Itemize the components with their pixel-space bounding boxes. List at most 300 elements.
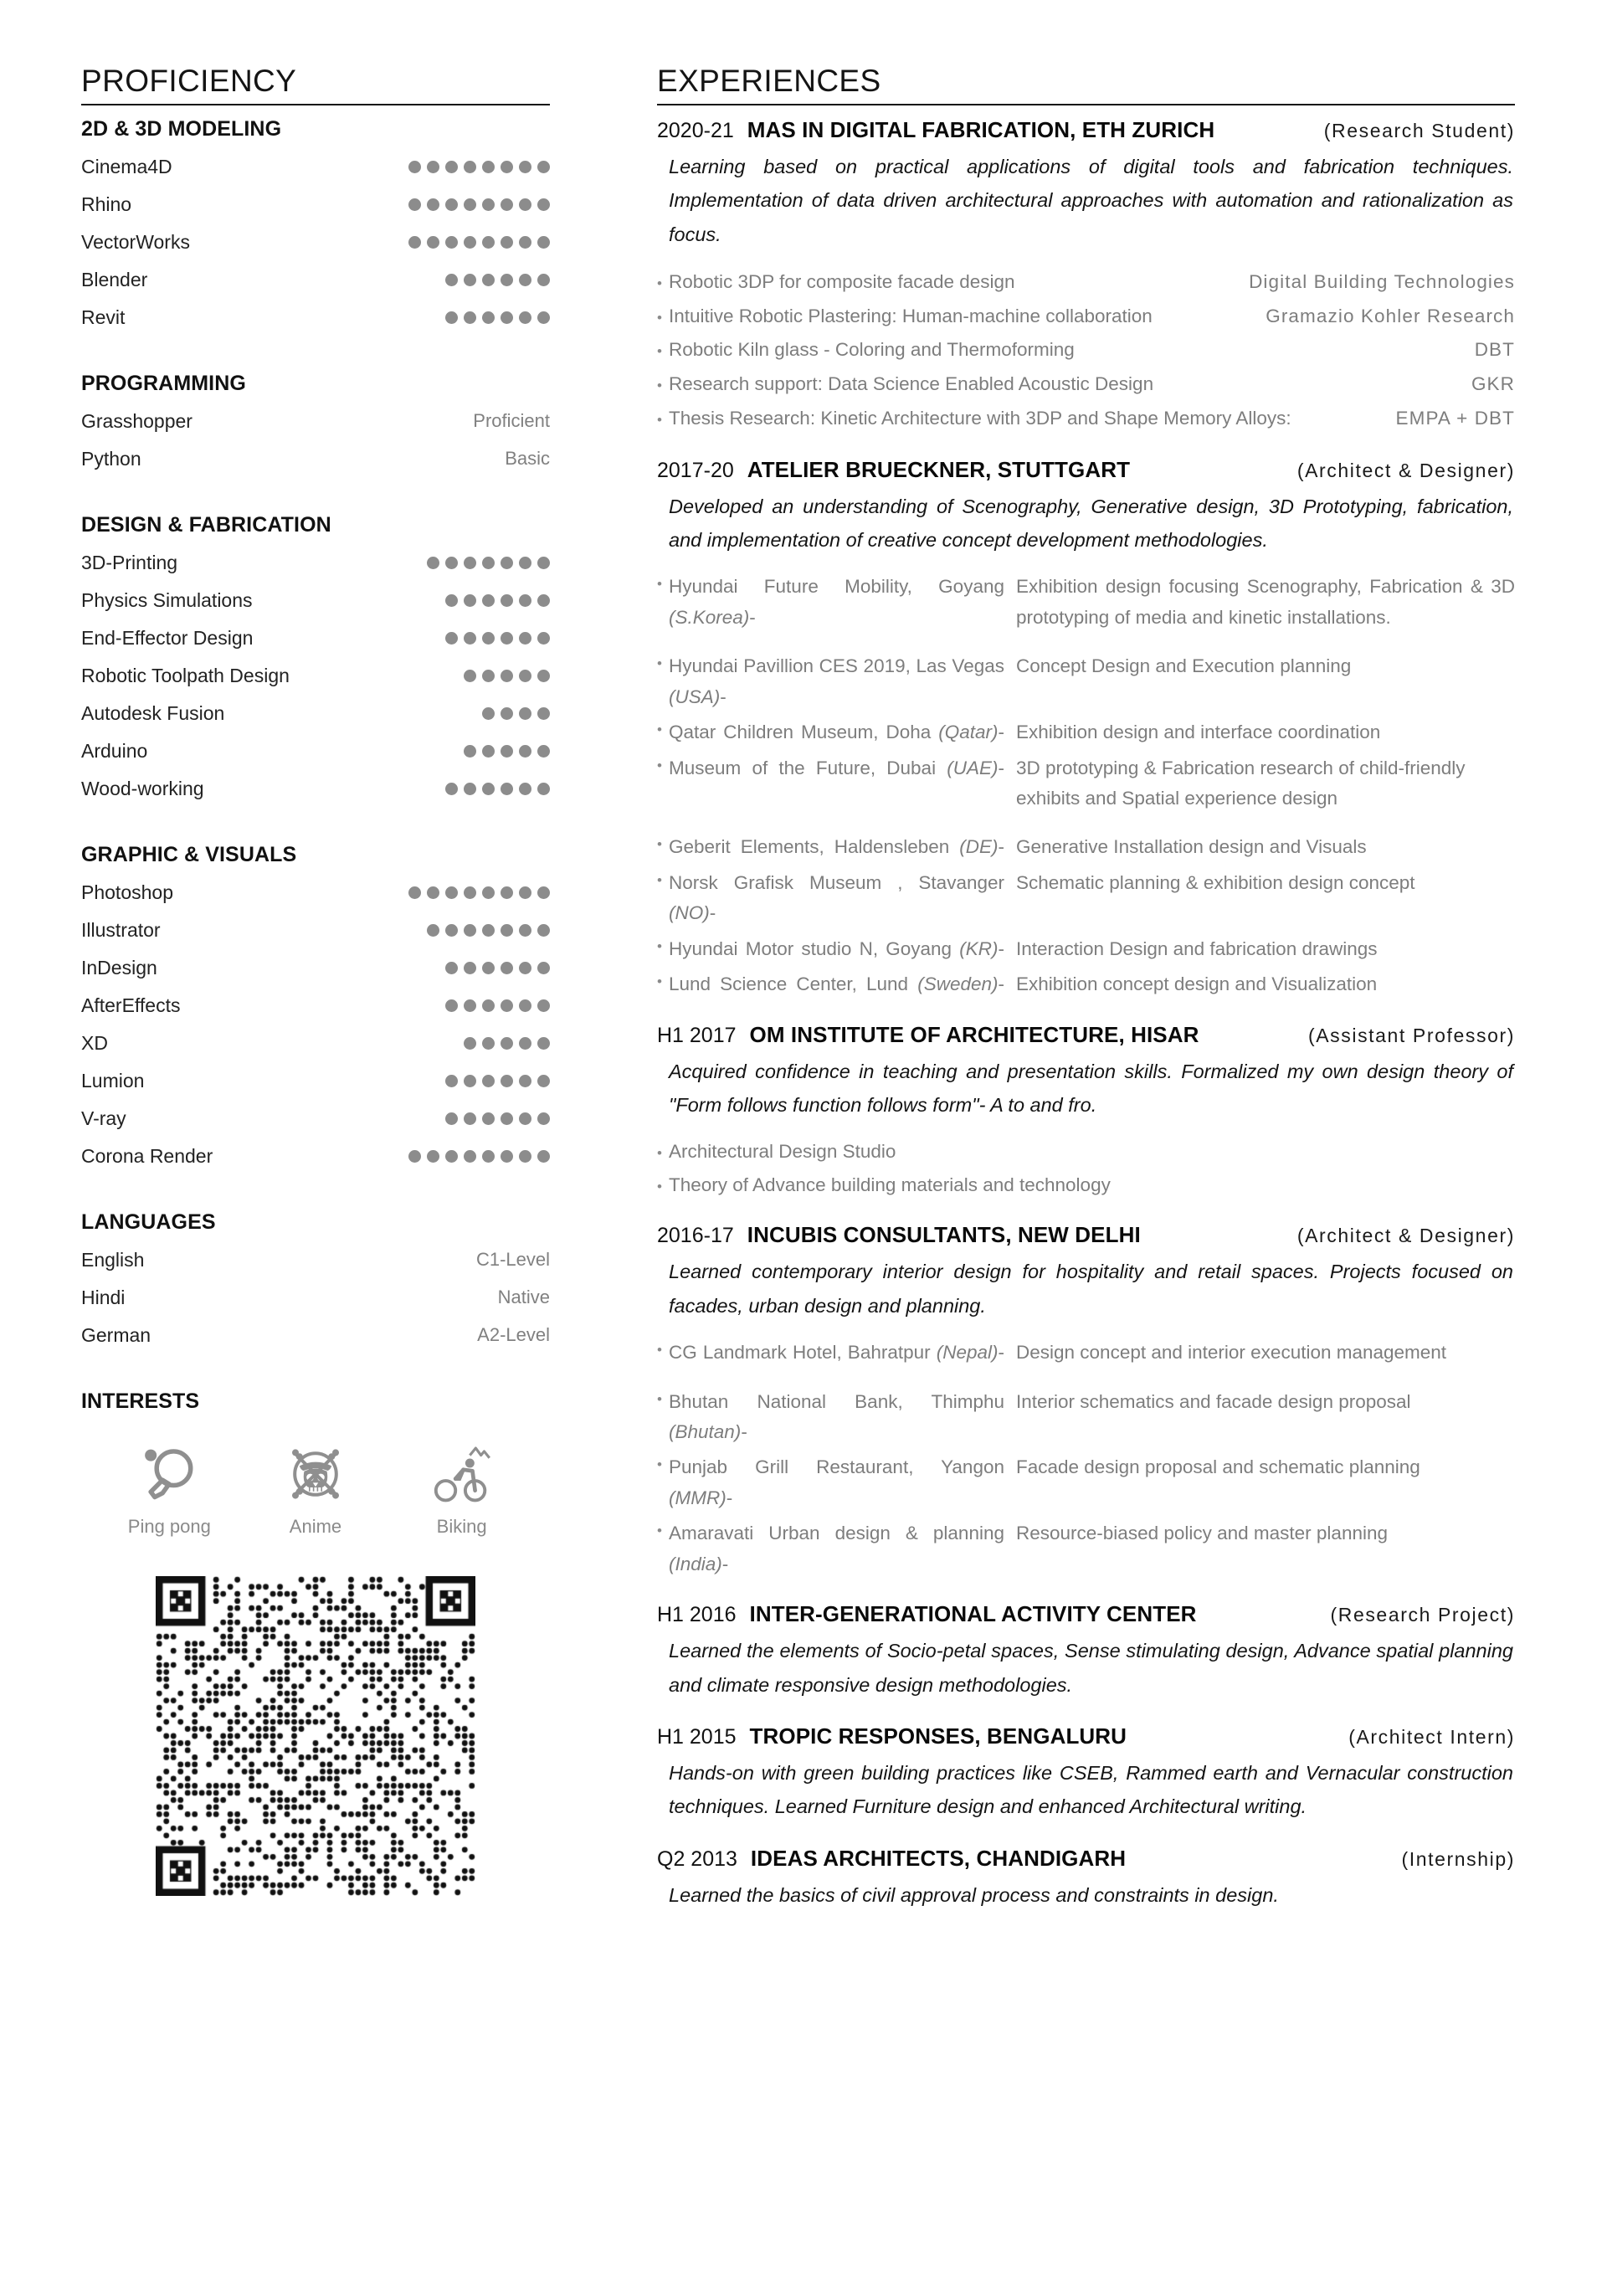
- rating-dot: [464, 198, 476, 211]
- skill-name: AfterEffects: [81, 994, 181, 1016]
- skill-row: [81, 1317, 550, 1354]
- rating-dot: [482, 198, 495, 211]
- experience-organization: IDEAS ARCHITECTS, CHANDIGARH: [750, 1845, 1127, 1871]
- rating-dot: [519, 236, 531, 249]
- experience-entry: [657, 1601, 1515, 1702]
- rating-dot: [482, 1075, 495, 1087]
- rating-dot: [519, 999, 531, 1012]
- rating-dot: [501, 1150, 513, 1163]
- experience-bullet: [657, 403, 1515, 435]
- rating-dot: [464, 886, 476, 899]
- rating-dot: [537, 236, 550, 249]
- skill-row: [81, 1025, 550, 1062]
- skill-name: InDesign: [81, 956, 157, 978]
- project-dash: -: [721, 1553, 729, 1574]
- project-contribution: Exhibition design focusing Scenography, Fabrication & 3D prototyping of media and kinetic installations.: [1016, 576, 1515, 628]
- skill-row: [81, 1062, 550, 1100]
- experience-organization: OM INSTITUTE OF ARCHITECTURE, HISAR: [749, 1021, 1199, 1047]
- rating-dot: [464, 670, 476, 682]
- rating-dot: [519, 1037, 531, 1050]
- rating-dot: [519, 1112, 531, 1125]
- bullet-marker: •: [657, 343, 662, 360]
- experience-description: Acquired confidence in teaching and presentation skills. Formalized my own design theory of "Form follows function follows form"- A to and fro.: [669, 1060, 1513, 1116]
- project-contribution: 3D prototyping & Fabrication research of child-friendly exhibits and Spatial experience design: [1016, 757, 1466, 809]
- rating-dot: [537, 999, 550, 1012]
- bullet-marker: •: [657, 275, 662, 292]
- skill-row: [81, 440, 550, 478]
- rating-dot: [537, 1037, 550, 1050]
- skill-level: A2-Level: [477, 1324, 550, 1346]
- skill-name: Autodesk Fusion: [81, 701, 225, 724]
- experience-description: Developed an understanding of Scenography, Generative design, 3D Prototyping, fabrication, and implementation of creative concept development methodologies.: [669, 495, 1513, 551]
- skill-group-heading: GRAPHIC & VISUALS: [81, 842, 297, 866]
- experience-bullet: [657, 300, 1515, 333]
- interest-item: [253, 1442, 378, 1538]
- skill-name: End-Effector Design: [81, 626, 254, 649]
- rating-dot: [482, 1150, 495, 1163]
- skill-rating-dots: [445, 1112, 550, 1125]
- rating-dot: [501, 783, 513, 795]
- qr-code[interactable]: [156, 1576, 475, 1896]
- skill-name: XD: [81, 1031, 108, 1054]
- skill-rating-dots: [445, 632, 550, 645]
- rating-dot: [537, 632, 550, 645]
- skill-rating-dots: [445, 311, 550, 324]
- project-name: [669, 651, 1016, 712]
- project-dash: -: [998, 722, 1004, 743]
- project-name: [669, 572, 1016, 633]
- rating-dot: [501, 1037, 513, 1050]
- project-location: (Nepal): [936, 1342, 999, 1364]
- project-location: (India): [669, 1553, 722, 1574]
- experience-header: [657, 1723, 1515, 1749]
- skill-rating-dots: [408, 1150, 550, 1163]
- rating-dot: [464, 1112, 476, 1125]
- rating-dot: [501, 670, 513, 682]
- skill-name: German: [81, 1323, 151, 1346]
- skill-name: Grasshopper: [81, 409, 193, 432]
- rating-dot: [445, 557, 458, 569]
- project-location: (DE): [959, 836, 999, 858]
- project-dash: -: [726, 1487, 733, 1508]
- project-dash: -: [709, 902, 716, 924]
- spacer: [657, 1374, 1515, 1387]
- rating-dot: [464, 274, 476, 286]
- rating-dot: [519, 962, 531, 974]
- rating-dot: [537, 557, 550, 569]
- rating-dot: [464, 161, 476, 173]
- rating-dot: [519, 557, 531, 569]
- rating-dot: [464, 632, 476, 645]
- experience-bullet: [657, 368, 1515, 401]
- interests-row: [81, 1442, 550, 1538]
- skill-name: Revit: [81, 306, 126, 328]
- experience-header: [657, 1601, 1515, 1627]
- project-name: [669, 1387, 1016, 1448]
- rating-dot: [501, 745, 513, 758]
- rating-dot: [537, 962, 550, 974]
- rating-dot: [537, 783, 550, 795]
- cyclist-icon: [429, 1442, 495, 1508]
- rating-dot: [427, 557, 439, 569]
- rating-dot: [537, 1112, 550, 1125]
- rating-dot: [464, 962, 476, 974]
- bullet-affiliation: DBT: [1474, 339, 1515, 361]
- experience-description: Learned the elements of Socio-petal spaces, Sense stimulating design, Advance spatial planning and climate responsive design methodologies.: [669, 1640, 1513, 1696]
- skill-rating-dots: [482, 707, 550, 720]
- skill-name: Robotic Toolpath Design: [81, 664, 290, 686]
- rating-dot: [464, 1037, 476, 1050]
- project-contribution: Design concept and interior execution management: [1016, 1342, 1447, 1364]
- skill-level: Native: [497, 1287, 550, 1308]
- rating-dot: [464, 594, 476, 607]
- rating-dot: [408, 198, 421, 211]
- bullet-text: Architectural Design Studio: [669, 1141, 896, 1163]
- rating-dot: [537, 745, 550, 758]
- skill-rating-dots: [408, 886, 550, 899]
- project-title: Lund Science Center, Lund: [669, 973, 909, 995]
- skill-name: Physics Simulations: [81, 588, 253, 611]
- project-location: (UAE): [947, 757, 999, 778]
- rating-dot: [501, 1112, 513, 1125]
- skill-rating-dots: [445, 999, 550, 1012]
- project-contribution: Concept Design and Execution planning: [1016, 655, 1352, 677]
- rating-dot: [501, 886, 513, 899]
- bullet-affiliation: GKR: [1471, 373, 1515, 395]
- rating-dot: [482, 886, 495, 899]
- rating-dot: [482, 924, 495, 937]
- rating-dot: [519, 783, 531, 795]
- skill-row: [81, 223, 550, 261]
- project-title: Hyundai Future Mobility, Goyang: [669, 576, 1004, 598]
- experience-bullet: [657, 334, 1515, 367]
- experience-entry: [657, 1846, 1515, 1912]
- experience-role: (Assistant Professor): [1307, 1024, 1515, 1046]
- rating-dot: [427, 236, 439, 249]
- rating-dot: [501, 161, 513, 173]
- rating-dot: [445, 1112, 458, 1125]
- experience-year: Q2 2013: [657, 1847, 737, 1871]
- experience-header: [657, 1022, 1515, 1048]
- rating-dot: [501, 1075, 513, 1087]
- rating-dot: [464, 783, 476, 795]
- experience-year: H1 2016: [657, 1603, 737, 1627]
- rating-dot: [408, 1150, 421, 1163]
- rating-dot: [519, 198, 531, 211]
- project-title: Geberit Elements, Haldensleben: [669, 836, 950, 858]
- proficiency-heading: PROFICIENCY: [81, 65, 550, 105]
- experience-header: [657, 1846, 1515, 1872]
- rating-dot: [464, 236, 476, 249]
- rating-dot: [445, 198, 458, 211]
- project-title: Norsk Grafisk Museum , Stavanger: [669, 871, 1004, 893]
- rating-dot: [464, 1075, 476, 1087]
- bullet-text: Robotic 3DP for composite facade design: [669, 271, 1015, 293]
- experience-role: (Research Student): [1323, 119, 1515, 141]
- project-row: [657, 753, 1515, 814]
- project-title: CG Landmark Hotel, Bahratpur: [669, 1342, 931, 1364]
- project-list: [657, 572, 1515, 999]
- project-title: Bhutan National Bank, Thimphu: [669, 1390, 1004, 1412]
- skill-level: Basic: [505, 448, 550, 470]
- rating-dot: [427, 886, 439, 899]
- rating-dot: [501, 962, 513, 974]
- project-contribution: Schematic planning & exhibition design concept: [1016, 871, 1415, 893]
- project-title: Museum of the Future, Dubai: [669, 757, 937, 778]
- skill-group: [81, 1210, 550, 1354]
- rating-dot: [427, 161, 439, 173]
- experience-description: Learned contemporary interior design for hospitality and retail spaces. Projects focused on facades, urban design and planning.: [669, 1261, 1513, 1317]
- project-dash: -: [998, 973, 1004, 995]
- bullet-text: Robotic Kiln glass - Coloring and Thermoforming: [669, 339, 1075, 361]
- project-dash: -: [720, 686, 726, 707]
- skill-group: [81, 117, 550, 336]
- rating-dot: [464, 311, 476, 324]
- skill-row: [81, 403, 550, 440]
- skill-rating-dots: [445, 274, 550, 286]
- project-title: Punjab Grill Restaurant, Yangon: [669, 1456, 1004, 1478]
- project-list: [657, 1338, 1515, 1579]
- rating-dot: [408, 886, 421, 899]
- skill-row: [81, 186, 550, 223]
- project-name: [669, 969, 1016, 999]
- bullet-marker: •: [657, 871, 662, 888]
- rating-dot: [519, 274, 531, 286]
- skill-group-heading: DESIGN & FABRICATION: [81, 512, 331, 537]
- rating-dot: [537, 1075, 550, 1087]
- project-row: [657, 969, 1515, 999]
- skill-rating-dots: [408, 236, 550, 249]
- experience-entry: [657, 1723, 1515, 1824]
- skill-row: [81, 1138, 550, 1175]
- experience-header: [657, 117, 1515, 143]
- rating-dot: [445, 632, 458, 645]
- spacer: [657, 638, 1515, 651]
- project-contribution: Exhibition design and interface coordination: [1016, 722, 1381, 743]
- experiences-heading: EXPERIENCES: [657, 65, 1515, 105]
- rating-dot: [482, 1037, 495, 1050]
- experience-entry: [657, 1022, 1515, 1201]
- rating-dot: [501, 236, 513, 249]
- rating-dot: [408, 236, 421, 249]
- rating-dot: [445, 274, 458, 286]
- rating-dot: [427, 198, 439, 211]
- skill-name: Illustrator: [81, 918, 161, 941]
- rating-dot: [482, 274, 495, 286]
- bullet-text: Research support: Data Science Enabled Acoustic Design: [669, 373, 1154, 395]
- skill-rating-dots: [464, 745, 550, 758]
- skill-name: Arduino: [81, 739, 148, 762]
- skill-rating-dots: [427, 557, 550, 569]
- interest-label: Ping pong: [127, 1515, 211, 1537]
- project-row: [657, 832, 1515, 862]
- rating-dot: [482, 594, 495, 607]
- project-dash: -: [998, 757, 1004, 778]
- rating-dot: [519, 670, 531, 682]
- rating-dot: [445, 924, 458, 937]
- experience-bullet: [657, 266, 1515, 299]
- experience-organization: TROPIC RESPONSES, BENGALURU: [749, 1723, 1127, 1749]
- project-name: [669, 1518, 1016, 1579]
- rating-dot: [501, 999, 513, 1012]
- rating-dot: [482, 962, 495, 974]
- bullet-text: Theory of Advance building materials and technology: [669, 1174, 1111, 1195]
- skill-group-heading: 2D & 3D MODELING: [81, 116, 282, 141]
- experience-organization: INCUBIS CONSULTANTS, NEW DELHI: [747, 1222, 1141, 1248]
- bullet-marker: •: [657, 309, 662, 326]
- skill-rating-dots: [427, 924, 550, 937]
- bullet-marker: •: [657, 1523, 662, 1539]
- skill-name: Photoshop: [81, 881, 173, 903]
- skill-name: Lumion: [81, 1069, 145, 1091]
- rating-dot: [445, 236, 458, 249]
- bullet-affiliation: Digital Building Technologies: [1249, 271, 1515, 293]
- project-contribution: Interaction Design and fabrication drawings: [1016, 937, 1378, 959]
- experience-role: (Architect & Designer): [1296, 459, 1515, 481]
- project-contribution: Exhibition concept design and Visualization: [1016, 973, 1378, 995]
- skill-group-heading: PROGRAMMING: [81, 371, 246, 395]
- project-row: [657, 1338, 1515, 1368]
- skill-row: [81, 695, 550, 732]
- project-dash: -: [741, 1420, 747, 1442]
- rating-dot: [537, 886, 550, 899]
- project-location: (S.Korea): [669, 606, 750, 628]
- rating-dot: [501, 274, 513, 286]
- skill-row: [81, 874, 550, 912]
- experience-entry: [657, 457, 1515, 1000]
- skill-name: Cinema4D: [81, 155, 172, 177]
- experience-role: (Architect Intern): [1348, 1725, 1515, 1748]
- bullet-affiliation: EMPA + DBT: [1395, 407, 1515, 429]
- rating-dot: [482, 783, 495, 795]
- project-row: [657, 934, 1515, 964]
- skill-rating-dots: [464, 670, 550, 682]
- experience-organization: MAS IN DIGITAL FABRICATION, ETH ZURICH: [747, 116, 1215, 142]
- skill-name: VectorWorks: [81, 230, 190, 253]
- skill-row: [81, 619, 550, 657]
- project-name: [669, 753, 1016, 783]
- skill-row: [81, 732, 550, 770]
- experience-role: (Research Project): [1330, 1604, 1515, 1626]
- bullet-text: Intuitive Robotic Plastering: Human-machine collaboration: [669, 305, 1153, 326]
- project-location: (MMR): [669, 1487, 726, 1508]
- bullet-marker: •: [657, 1178, 662, 1194]
- project-location: (USA): [669, 686, 721, 707]
- bullet-affiliation: Gramazio Kohler Research: [1266, 305, 1515, 326]
- experience-year: 2020-21: [657, 118, 734, 142]
- rating-dot: [501, 924, 513, 937]
- skill-rating-dots: [445, 1075, 550, 1087]
- rating-dot: [482, 707, 495, 720]
- rating-dot: [445, 311, 458, 324]
- project-row: [657, 717, 1515, 747]
- skill-rating-dots: [408, 161, 550, 173]
- skill-name: Corona Render: [81, 1144, 213, 1167]
- rating-dot: [501, 594, 513, 607]
- project-contribution: Facade design proposal and schematic planning: [1016, 1456, 1420, 1478]
- project-title: Hyundai Pavillion CES 2019, Las Vegas: [669, 655, 1004, 677]
- bullet-marker: •: [657, 722, 662, 738]
- rating-dot: [519, 632, 531, 645]
- skill-groups: [81, 117, 550, 1354]
- rating-dot: [482, 1112, 495, 1125]
- skill-row: [81, 1100, 550, 1138]
- interest-item: [399, 1442, 525, 1538]
- rating-dot: [445, 962, 458, 974]
- experience-year: H1 2015: [657, 1724, 737, 1749]
- skill-rating-dots: [445, 962, 550, 974]
- project-dash: -: [998, 836, 1004, 858]
- skill-row: [81, 1279, 550, 1317]
- project-name: [669, 1338, 1016, 1368]
- rating-dot: [519, 707, 531, 720]
- skill-level: Proficient: [473, 410, 550, 432]
- skill-name: English: [81, 1248, 145, 1271]
- rating-dot: [519, 924, 531, 937]
- project-title: Amaravati Urban design & planning: [669, 1523, 1004, 1544]
- rating-dot: [445, 999, 458, 1012]
- skill-row: [81, 261, 550, 299]
- project-location: (NO): [669, 902, 710, 924]
- experience-role: (Internship): [1401, 1847, 1515, 1870]
- skill-rating-dots: [445, 594, 550, 607]
- project-name: [669, 832, 1016, 862]
- rating-dot: [445, 886, 458, 899]
- bullet-marker: •: [657, 1456, 662, 1473]
- bullet-marker: •: [657, 1145, 662, 1162]
- bullet-text: Thesis Research: Kinetic Architecture with 3DP and Shape Memory Alloys:: [669, 407, 1291, 429]
- experience-year: 2016-17: [657, 1224, 734, 1248]
- project-row: [657, 868, 1515, 929]
- experience-organization: ATELIER BRUECKNER, STUTTGART: [747, 456, 1131, 482]
- rating-dot: [445, 161, 458, 173]
- rating-dot: [519, 594, 531, 607]
- interest-label: Biking: [436, 1515, 487, 1537]
- skill-row: [81, 148, 550, 186]
- ping-pong-paddle-icon: [136, 1442, 202, 1508]
- bullet-marker: •: [657, 1390, 662, 1407]
- rating-dot: [482, 311, 495, 324]
- rating-dot: [537, 670, 550, 682]
- rating-dot: [537, 707, 550, 720]
- rating-dot: [537, 311, 550, 324]
- experience-list: [657, 117, 1515, 1912]
- rating-dot: [464, 745, 476, 758]
- project-row: [657, 1452, 1515, 1513]
- rating-dot: [519, 161, 531, 173]
- rating-dot: [445, 783, 458, 795]
- skill-group: [81, 513, 550, 808]
- experience-bullets: [657, 266, 1515, 434]
- skill-name: Wood-working: [81, 777, 204, 799]
- experience-description: Hands-on with green building practices like CSEB, Rammed earth and Vernacular construction techniques. Learned Furniture design and enhanced Architectural writing.: [669, 1761, 1513, 1818]
- project-contribution: Generative Installation design and Visuals: [1016, 836, 1367, 858]
- project-location: (Bhutan): [669, 1420, 742, 1442]
- rating-dot: [537, 274, 550, 286]
- project-dash: -: [998, 937, 1004, 959]
- experience-header: [657, 1222, 1515, 1248]
- skill-name: Blender: [81, 268, 148, 290]
- project-row: [657, 1387, 1515, 1448]
- experience-bullet: [657, 1170, 1515, 1200]
- rating-dot: [408, 161, 421, 173]
- rating-dot: [519, 311, 531, 324]
- rating-dot: [445, 594, 458, 607]
- skill-group: [81, 843, 550, 1175]
- project-row: [657, 572, 1515, 633]
- anime-skull-icon: [282, 1442, 349, 1508]
- experience-header: [657, 457, 1515, 483]
